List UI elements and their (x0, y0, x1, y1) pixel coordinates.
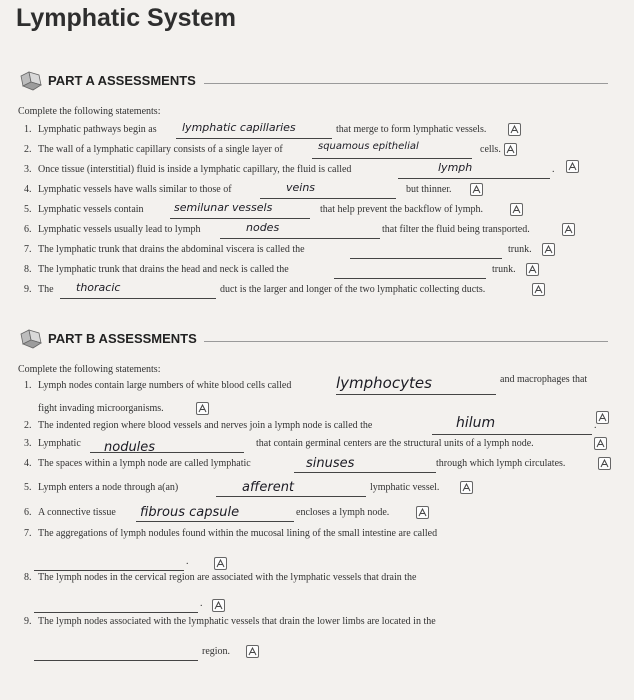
ai-hint-icon[interactable] (510, 203, 523, 216)
part-b-divider (204, 341, 608, 342)
ai-hint-icon[interactable] (212, 599, 225, 612)
ai-hint-icon[interactable] (504, 143, 517, 156)
answer-blank[interactable] (398, 164, 550, 179)
item-prompt: The wall of a lymphatic capillary consists of a single layer of (38, 144, 283, 155)
ai-hint-icon[interactable] (508, 123, 521, 136)
item-number: 9. (24, 284, 32, 295)
item-continuation: . (186, 556, 189, 567)
ai-hint-icon[interactable] (598, 457, 611, 470)
handwritten-answer: nodes (246, 221, 280, 234)
item-number: 4. (24, 458, 32, 469)
ai-hint-icon[interactable] (416, 506, 429, 519)
item-number: 8. (24, 572, 32, 583)
answer-blank[interactable] (334, 264, 486, 279)
item-continuation: that help prevent the backflow of lymph. (320, 204, 484, 215)
item-continuation: . (552, 164, 555, 175)
handwritten-answer: hilum (456, 415, 496, 431)
handwritten-answer: lymphatic capillaries (182, 121, 296, 134)
item-continuation: and macrophages that (500, 374, 588, 385)
item-number: 6. (24, 507, 32, 518)
page-title: Lymphatic System (16, 4, 236, 32)
ai-hint-icon[interactable] (566, 160, 579, 173)
item-prompt: The aggregations of lymph nodules found within the mucosal lining of the small intestine are called (38, 528, 438, 539)
handwritten-answer: fibrous capsule (140, 505, 240, 520)
part-b-title: PART B ASSESSMENTS (48, 331, 197, 346)
item-prompt: The lymphatic trunk that drains the abdominal viscera is called the (38, 244, 305, 255)
ai-hint-icon[interactable] (542, 243, 555, 256)
item-number: 7. (24, 528, 32, 539)
ai-hint-icon[interactable] (470, 183, 483, 196)
item-continuation: encloses a lymph node. (296, 507, 390, 518)
part-a-instructions: Complete the following statements: (18, 106, 161, 117)
item-prompt: The spaces within a lymph node are called lymphatic (38, 458, 251, 469)
item-continuation: that merge to form lymphatic vessels. (336, 124, 487, 135)
item-number: 6. (24, 224, 32, 235)
ai-hint-icon[interactable] (214, 557, 227, 570)
book-icon (18, 326, 44, 352)
item-continuation: that contain germinal centers are the structural units of a lymph node. (256, 438, 534, 449)
item-number: 7. (24, 244, 32, 255)
item-prompt: Lymph enters a node through a(an) (38, 482, 179, 493)
item-number: 9. (24, 616, 32, 627)
book-icon (18, 68, 44, 94)
part-a-divider (204, 83, 608, 84)
item-prompt: Once tissue (interstitial) fluid is inside a lymphatic capillary, the fluid is called (38, 164, 352, 175)
item-continuation: trunk. (508, 244, 532, 255)
part-a-title: PART A ASSESSMENTS (48, 73, 196, 88)
handwritten-answer: nodules (104, 440, 156, 455)
handwritten-answer: sinuses (306, 456, 355, 471)
part-b-header (18, 326, 608, 354)
item-continuation: . (200, 598, 203, 609)
item-number: 1. (24, 124, 32, 135)
answer-blank[interactable] (34, 598, 198, 613)
handwritten-answer: afferent (242, 480, 295, 495)
item-number: 8. (24, 264, 32, 275)
item-prompt: Lymphatic pathways begin as (38, 124, 157, 135)
ai-hint-icon[interactable] (196, 402, 209, 415)
item-prompt: Lymph nodes contain large numbers of white blood cells called (38, 380, 292, 391)
answer-blank[interactable] (260, 184, 396, 199)
item-prompt: Lymphatic vessels contain (38, 204, 144, 215)
ai-hint-icon[interactable] (562, 223, 575, 236)
handwritten-answer: lymph (438, 161, 473, 174)
ai-hint-icon[interactable] (594, 437, 607, 450)
ai-hint-icon[interactable] (596, 411, 609, 424)
item-prompt: Lymphatic (38, 438, 81, 449)
item-prompt: Lymphatic vessels usually lead to lymph (38, 224, 201, 235)
handwritten-answer: squamous epithelial (318, 141, 419, 152)
handwritten-answer: veins (286, 181, 316, 194)
part-a-header (18, 68, 608, 96)
item-continuation: trunk. (492, 264, 516, 275)
answer-blank[interactable] (34, 646, 198, 661)
item-number: 2. (24, 144, 32, 155)
answer-blank[interactable] (350, 244, 502, 259)
item-continuation: but thinner. (406, 184, 452, 195)
item-number: 3. (24, 438, 32, 449)
item-number: 3. (24, 164, 32, 175)
item-continuation: region. (202, 646, 231, 657)
item-continuation: that filter the fluid being transported. (382, 224, 530, 235)
handwritten-answer: semilunar vessels (174, 201, 273, 214)
item-number: 5. (24, 204, 32, 215)
ai-hint-icon[interactable] (532, 283, 545, 296)
ai-hint-icon[interactable] (460, 481, 473, 494)
item-number: 2. (24, 420, 32, 431)
answer-blank[interactable] (34, 556, 184, 571)
ai-hint-icon[interactable] (246, 645, 259, 658)
item-prompt: The indented region where blood vessels and nerves join a lymph node is called the (38, 420, 373, 431)
item-continuation: duct is the larger and longer of the two lymphatic collecting ducts. (220, 284, 486, 295)
item-continuation: through which lymph circulates. (436, 458, 566, 469)
item-continuation: . (594, 420, 597, 431)
item-prompt: Lymphatic vessels have walls similar to those of (38, 184, 232, 195)
item-prompt: The lymphatic trunk that drains the head and neck is called the (38, 264, 289, 275)
item-continuation: fight invading microorganisms. (38, 403, 164, 414)
item-number: 1. (24, 380, 32, 391)
item-number: 4. (24, 184, 32, 195)
item-continuation: cells. (480, 144, 501, 155)
handwritten-answer: lymphocytes (336, 374, 432, 392)
item-prompt: A connective tissue (38, 507, 116, 518)
item-prompt: The lymph nodes associated with the lymphatic vessels that drain the lower limbs are located in the (38, 616, 436, 627)
item-number: 5. (24, 482, 32, 493)
item-prompt: The lymph nodes in the cervical region are associated with the lymphatic vessels that drain the (38, 572, 417, 583)
handwritten-answer: thoracic (76, 281, 121, 294)
item-prompt: The (38, 284, 54, 295)
ai-hint-icon[interactable] (526, 263, 539, 276)
part-b-instructions: Complete the following statements: (18, 364, 161, 375)
answer-blank[interactable] (220, 224, 380, 239)
item-continuation: lymphatic vessel. (370, 482, 440, 493)
